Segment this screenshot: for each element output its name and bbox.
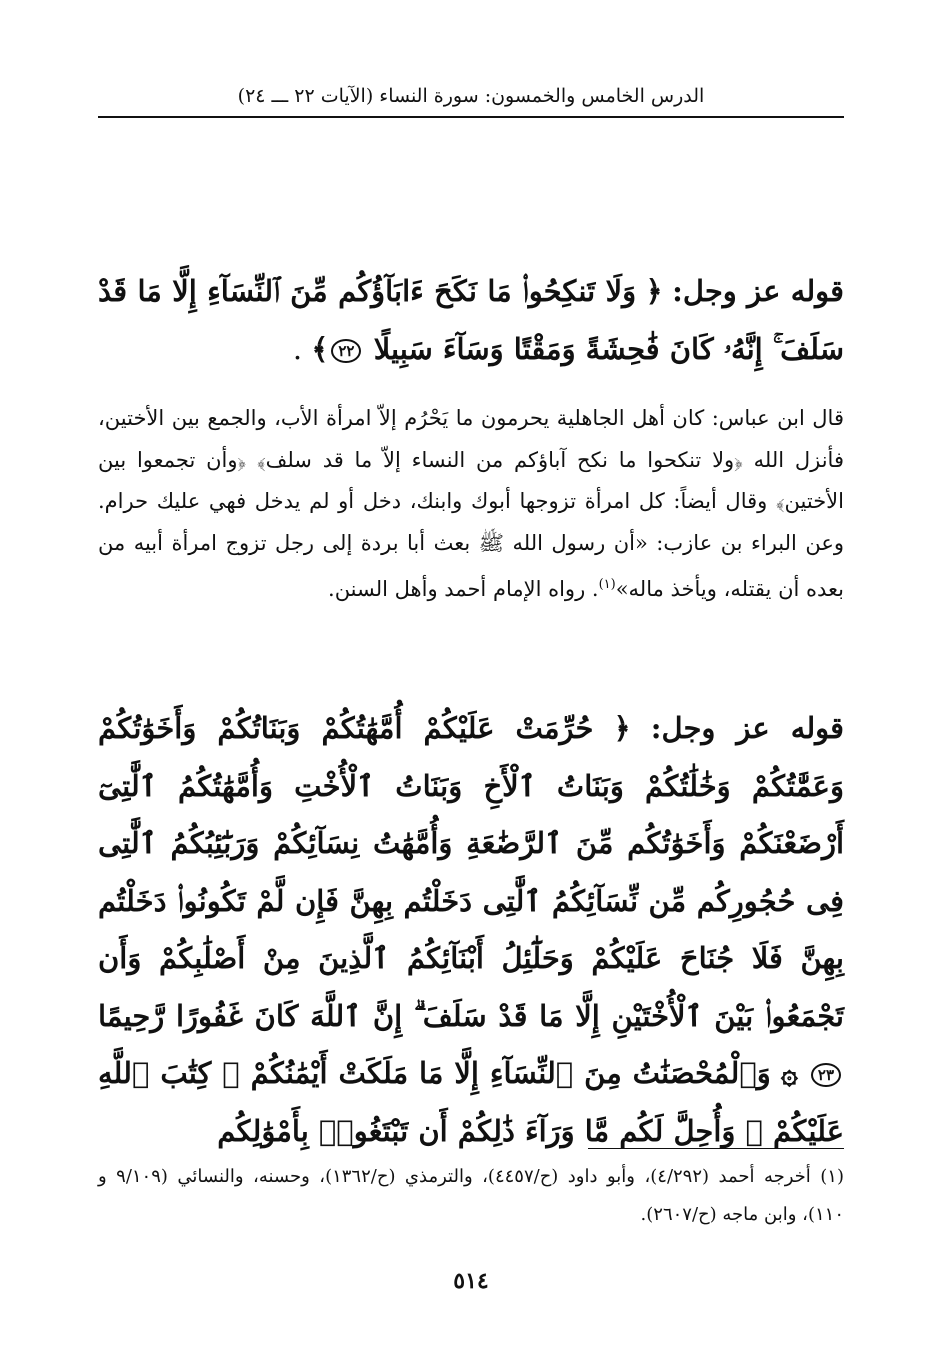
footnote-rule — [588, 1148, 844, 1149]
verse-1-open-brace: ﴿ — [645, 274, 663, 308]
commentary-line-2: بين الأختين، فأنزل الله ﴿ولا تنكحوا ما نكح آباؤكم من النساء إلاّ ما قد سلف﴾ — [98, 406, 844, 472]
footnote-reference[interactable]: (١) — [598, 577, 616, 592]
verse-2-text-part-2: وَٱلْمُحْصَنَٰتُ مِنَ ٱلنِّسَآءِ إِلَّا مَا مَلَكَتْ أَيْمَٰنُكُمْ ۖ كِتَٰبَ ٱللَّهِ عَلَيْكُمْ ۚ وَأُحِلَّ لَكُم مَّا وَرَآءَ ذَٰلِكُمْ أَن تَبْتَغُوا۟ بِأَمْوَٰلِكُم — [98, 1056, 844, 1148]
commentary-line-3: ﴿وأن تجمعوا بين الأختين﴾ وقال أيضاً: كل امرأة تزوجها أبوك وابنك، دخل — [98, 447, 844, 513]
verse-1-close-brace: ﴾ — [311, 332, 329, 366]
header-rule — [98, 116, 844, 118]
verse-block-1 — [98, 262, 844, 378]
running-header: الدرس الخامس والخمسون: سورة النساء (الآيات ٢٢ ـــ ٢٤) — [237, 85, 705, 107]
commentary-line-6: أحمد وأهل السنن. — [328, 577, 487, 601]
ayah-number-23: ٢٣ — [811, 1063, 841, 1087]
verse-2-text-part-1: حُرِّمَتْ عَلَيْكُمْ أُمَّهَٰتُكُمْ وَبَنَاتُكُمْ وَأَخَوَٰتُكُمْ وَعَمَّٰتُكُمْ وَخَٰلَٰتُكُمْ وَبَنَاتُ ٱلْأَخِ وَبَنَاتُ ٱلْأُخْتِ وَأُمَّهَٰتُكُمُ ٱلَّٰتِىٓ أَرْضَعْنَكُمْ وَأَخَوَٰتُكُم مِّنَ ٱلرَّضَٰعَةِ وَأُمَّهَٰتُ نِسَآئِكُمْ وَرَبَٰٓئِبُكُمُ ٱلَّٰتِى فِى حُجُورِكُم مِّن نِّسَآئِكُمُ ٱلَّٰتِى دَخَلْتُم بِهِنَّ فَإِن لَّمْ تَكُونُوا۟ دَخَلْتُم بِهِنَّ فَلَا جُنَاحَ عَلَيْكُمْ وَحَلَٰٓئِلُ أَبْنَآئِكُمُ ٱلَّذِينَ مِنْ أَصْلَٰبِكُمْ وَأَن تَجْمَعُوا۟ بَيْنَ ٱلْأُخْتَيْنِ إِلَّا مَا قَدْ سَلَفَ ۗ إِنَّ ٱللَّهَ كَانَ غَفُورًا رَّحِيمًا — [98, 711, 844, 1033]
verse-1-lead: قوله عز وجل: — [672, 274, 845, 308]
commentary-line-5: أبا بردة إلى رجل تزوج امرأة أبيه من بعده أن يقتله، ويأخذ ماله» — [98, 530, 844, 601]
verse-1-text: وَلَا تَنكِحُوا۟ مَا نَكَحَ ءَابَآؤُكُم مِّنَ ٱلنِّسَآءِ إِلَّا مَا قَدْ سَلَفَ ۚ إِنَّهُۥ كَانَ فَٰحِشَةً وَمَقْتًا وَسَآءَ سَبِيلًا — [98, 274, 844, 366]
page-number: ٥١٤ — [453, 1268, 489, 1294]
commentary-line-1: قال ابن عباس: كان أهل الجاهلية يحرمون ما يَحْرُم إلاّ امرأة الأب، والجمع — [207, 406, 844, 430]
commentary-line-5-end: . رواه الإمام — [492, 577, 599, 601]
verse-block-2 — [98, 700, 844, 1160]
footnote-line-1: (١) أخرجه أحمد (٤/٢٩٢)، وأبو داود (ح/٤٤٥٧)، والترمذي (ح/١٣٦٢)، وحسنه، — [253, 1166, 844, 1187]
ayah-number-22: ٢٢ — [331, 339, 361, 363]
verse-2-lead: قوله عز وجل: — [650, 711, 844, 745]
commentary-line-4: أو لم يدخل فهي عليك حرام. وعن البراء بن عازب: «أن رسول الله ﷺ بعث — [98, 489, 844, 555]
verse-1-end: . — [292, 332, 303, 366]
commentary-paragraph — [98, 398, 844, 611]
verse-2-open-brace: ﴿ — [613, 711, 631, 745]
footnote-line-2: والنسائي (٩/١٠٩ و ١١٠)، وابن ماجه (ح/٢٦٠٧). — [98, 1166, 844, 1225]
hizb-separator-icon: ۞ — [780, 1056, 798, 1090]
footnote — [98, 1158, 844, 1234]
